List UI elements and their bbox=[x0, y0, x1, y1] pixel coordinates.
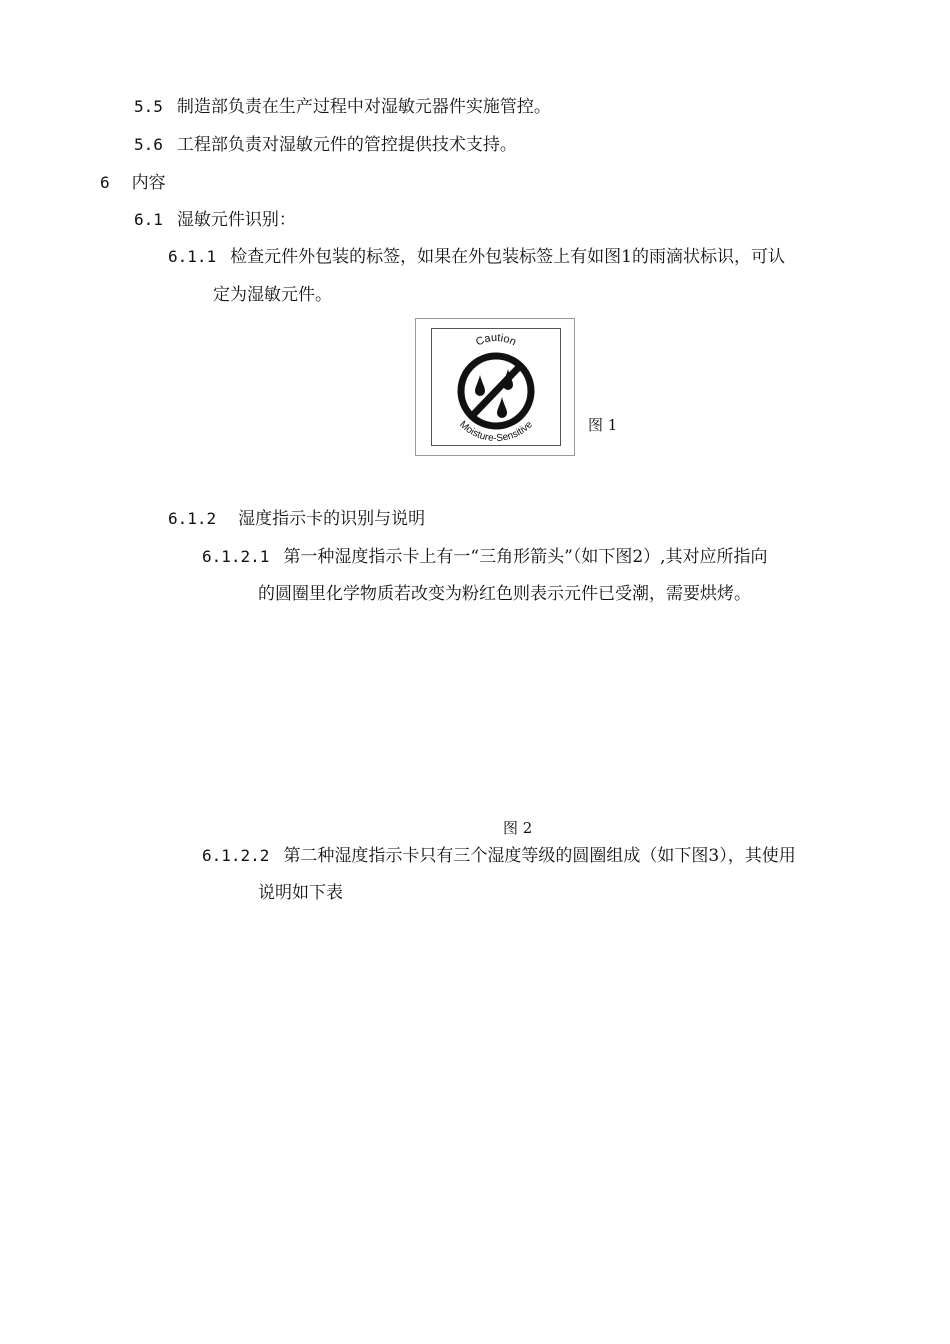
item-6-1-2-1 bbox=[202, 546, 768, 568]
item-text: 工程部负责对湿敏元件的管控提供技术支持。 bbox=[176, 135, 517, 155]
item-6-1-2-1-continuation: 的圆圈里化学物质若改变为粉红色则表示元件已受潮，需要烘烤。 bbox=[258, 584, 751, 604]
moisture-sensitive-text: Moisture-Sensitive bbox=[457, 419, 535, 445]
figure-1-frame bbox=[415, 318, 575, 456]
figure-2-caption: 图 2 bbox=[503, 819, 533, 837]
figure-1-caption: 图 1 bbox=[588, 416, 618, 434]
section-6-heading bbox=[100, 172, 166, 194]
item-number: 6.1.2.2 bbox=[202, 846, 270, 865]
item-6-1-2-2-continuation: 说明如下表 bbox=[258, 883, 343, 903]
item-number: 5.5 bbox=[134, 97, 163, 116]
item-6-1-2-2 bbox=[202, 845, 796, 867]
moisture-sensitive-icon bbox=[432, 329, 560, 445]
item-5-6 bbox=[134, 134, 517, 156]
item-5-5 bbox=[134, 96, 551, 118]
item-6-1-2 bbox=[168, 508, 425, 530]
item-number: 6.1 bbox=[134, 210, 163, 229]
item-6-1 bbox=[134, 209, 296, 231]
item-6-1-1 bbox=[168, 246, 785, 268]
caution-text: Caution bbox=[474, 331, 519, 349]
item-6-1-1-continuation: 定为湿敏元件。 bbox=[213, 285, 332, 305]
item-text: 湿敏元件识别： bbox=[176, 210, 296, 230]
section-number: 6 bbox=[100, 173, 110, 192]
item-number: 6.1.2 bbox=[168, 509, 217, 528]
item-text: 制造部负责在生产过程中对湿敏元器件实施管控。 bbox=[176, 97, 551, 117]
moisture-sensitive-label bbox=[431, 328, 561, 446]
item-text: 第一种湿度指示卡上有一“三角形箭头”（如下图2）,其对应所指向 bbox=[283, 547, 768, 567]
item-number: 6.1.1 bbox=[168, 247, 217, 266]
section-title: 内容 bbox=[131, 173, 166, 193]
item-number: 6.1.2.1 bbox=[202, 547, 270, 566]
item-text: 第二种湿度指示卡只有三个湿度等级的圆圈组成（如下图3），其使用 bbox=[283, 846, 796, 866]
item-number: 5.6 bbox=[134, 135, 163, 154]
item-text: 检查元件外包装的标签，如果在外包装标签上有如图1的雨滴状标识，可认 bbox=[230, 247, 785, 267]
item-text: 湿度指示卡的识别与说明 bbox=[238, 509, 426, 529]
